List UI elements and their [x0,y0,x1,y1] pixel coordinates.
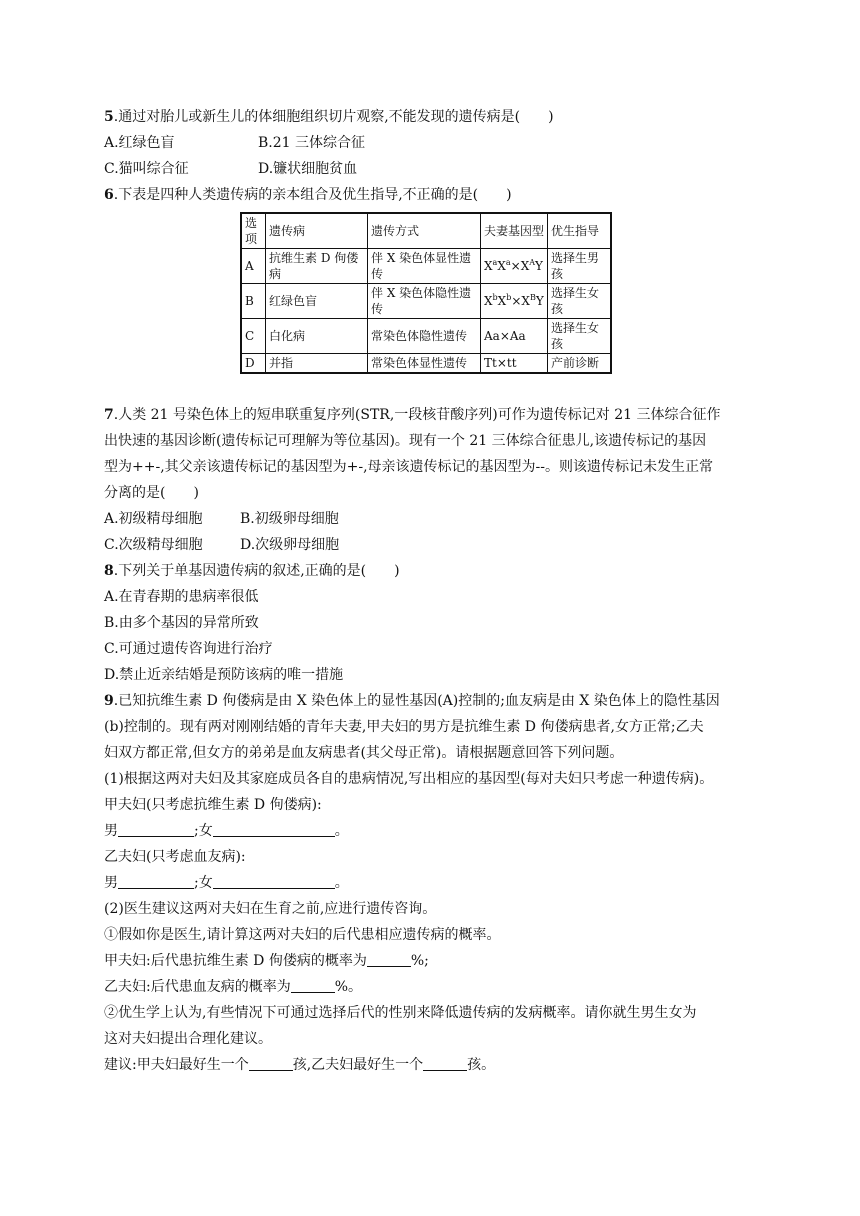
question-number: 9 [104,693,114,709]
couple-jia-title: 甲夫妇(只考虑抗维生素 D 佝偻病): [104,797,322,813]
couple-yi-title: 乙夫妇(只考虑血友病): [104,849,246,865]
question-9 [104,688,754,714]
question-number: 7 [104,407,114,423]
table-cell-genotype: $X^aX^a\times X^AY$ [481,249,548,284]
table-cell: 抗维生素 D 佝偻病 [266,249,368,284]
options-row [104,130,754,156]
option-d: D.禁止近亲结婚是预防该病的唯一措施 [104,667,344,683]
couple-jia-genotype-line: 男 ;女 。 [104,823,349,839]
female-label: ;女 [194,875,213,891]
option-d: D.镰状细胞贫血 [258,161,358,177]
table-cell: 常染色体显性遗传 [368,354,481,374]
table-header: 夫妻基因型 [481,213,548,249]
table-row [241,249,611,284]
answer-blank-yi-male[interactable] [118,873,194,889]
question-5 [104,104,754,130]
table-header: 选项 [241,213,266,249]
question-text-line: 妇双方都正常,但女方的弟弟是血友病患者(其父母正常)。请根据题意回答下列问题。 [104,745,624,761]
table-header: 遗传病 [266,213,368,249]
answer-blank-jia-female[interactable] [213,821,335,837]
question-text-line: 分离的是( ) [104,485,199,501]
option-b: B.由多个基因的异常所致 [104,615,259,631]
table-cell: 并指 [266,354,368,374]
table-header: 优生指导 [548,213,612,249]
option-a: A.红绿色盲 [104,135,175,151]
table-row [241,354,611,374]
yi-probability-line: 乙夫妇:后代患血友病的概率为 %。 [104,979,363,995]
options-row [104,156,754,182]
table-cell: 伴 X 染色体显性遗传 [368,249,481,284]
question-text-line: 出快速的基因诊断(遗传标记可理解为等位基因)。现有一个 21 三体综合征患儿,该遗传标记的基因 [104,433,707,449]
option-c: C.可通过遗传咨询进行治疗 [104,641,273,657]
question-number: 6 [104,187,114,203]
answer-blank-jia-probability[interactable] [367,951,411,967]
table-cell: D [241,354,266,374]
subquestion-2b-cont: 这对夫妇提出合理化建议。 [104,1031,272,1047]
question-6 [104,182,754,208]
question-text: .已知抗维生素 D 佝偻病是由 X 染色体上的显性基因(A)控制的;血友病是由 X 染色体上的隐性基因 [113,693,720,709]
table-cell: 红绿色盲 [266,284,368,319]
table-cell: 白化病 [266,319,368,354]
male-label: 男 [104,823,118,839]
table-header: 遗传方式 [368,213,481,249]
table-cell: C [241,319,266,354]
couple-yi-genotype-line: 男 ;女 。 [104,875,349,891]
question-7 [104,402,754,428]
subquestion-1: (1)根据这两对夫妇及其家庭成员各自的患病情况,写出相应的基因型(每对夫妇只考虑一种遗传病)。 [104,771,714,787]
question-text: .下表是四种人类遗传病的亲本组合及优生指导,不正确的是( ) [113,187,512,203]
jia-probability-line: 甲夫妇:后代患抗维生素 D 佝偻病的概率为 %; [104,953,429,969]
option-b: B.21 三体综合征 [258,135,366,151]
options-row [104,506,754,532]
table-cell: 选择生女孩 [548,284,612,319]
document-page [104,104,754,1078]
table-cell: Tt×tt [481,354,548,374]
question-8 [104,558,754,584]
table-cell: 选择生男孩 [548,249,612,284]
subquestion-2b: ②优生学上认为,有些情况下可通过选择后代的性别来降低遗传病的发病概率。请你就生男生女为 [104,1005,697,1021]
table-cell: 选择生女孩 [548,319,612,354]
female-label: ;女 [194,823,213,839]
question-text: .人类 21 号染色体上的短串联重复序列(STR,一段核苷酸序列)可作为遗传标记对 21 三体综合征作 [113,407,721,423]
genetics-table [240,212,612,374]
option-c: C.猫叫综合征 [104,161,189,177]
table-header-row [241,213,611,249]
table-row [241,284,611,319]
table-cell: B [241,284,266,319]
answer-blank-yi-sex[interactable] [423,1055,467,1071]
subquestion-2a: ①假如你是医生,请计算这两对夫妇的后代患相应遗传病的概率。 [104,927,501,943]
question-text: .下列关于单基因遗传病的叙述,正确的是( ) [113,563,400,579]
option-c: C.次级精母细胞 [104,537,203,553]
table-cell: 常染色体隐性遗传 [368,319,481,354]
table-cell: Aa×Aa [481,319,548,354]
option-d: D.次级卵母细胞 [240,537,340,553]
table-cell-genotype: $X^bX^b\times X^BY$ [481,284,548,319]
answer-blank-yi-probability[interactable] [291,977,335,993]
question-number: 5 [104,109,114,125]
answer-blank-yi-female[interactable] [213,873,335,889]
option-a: A.初级精母细胞 [104,511,203,527]
answer-blank-jia-male[interactable] [118,821,194,837]
option-a: A.在青春期的患病率很低 [104,589,259,605]
suggestion-line: 建议:甲夫妇最好生一个 孩,乙夫妇最好生一个 孩。 [104,1057,496,1073]
male-label: 男 [104,875,118,891]
options-row [104,532,754,558]
table-cell: A [241,249,266,284]
table-cell: 产前诊断 [548,354,612,374]
answer-blank-jia-sex[interactable] [249,1055,293,1071]
question-number: 8 [104,563,114,579]
question-text-line: (b)控制的。现有两对刚刚结婚的青年夫妻,甲夫妇的男方是抗维生素 D 佝偻病患者,女方正常;乙夫 [104,719,704,735]
option-b: B.初级卵母细胞 [240,511,339,527]
table-cell: 伴 X 染色体隐性遗传 [368,284,481,319]
question-text-line: 型为++-,其父亲该遗传标记的基因型为+-,母亲该遗传标记的基因型为--。则该遗传标记未发生正常 [104,459,714,475]
table-row [241,319,611,354]
question-text: .通过对胎儿或新生儿的体细胞组织切片观察,不能发现的遗传病是( ) [113,109,554,125]
subquestion-2: (2)医生建议这两对夫妇在生育之前,应进行遗传咨询。 [104,901,437,917]
